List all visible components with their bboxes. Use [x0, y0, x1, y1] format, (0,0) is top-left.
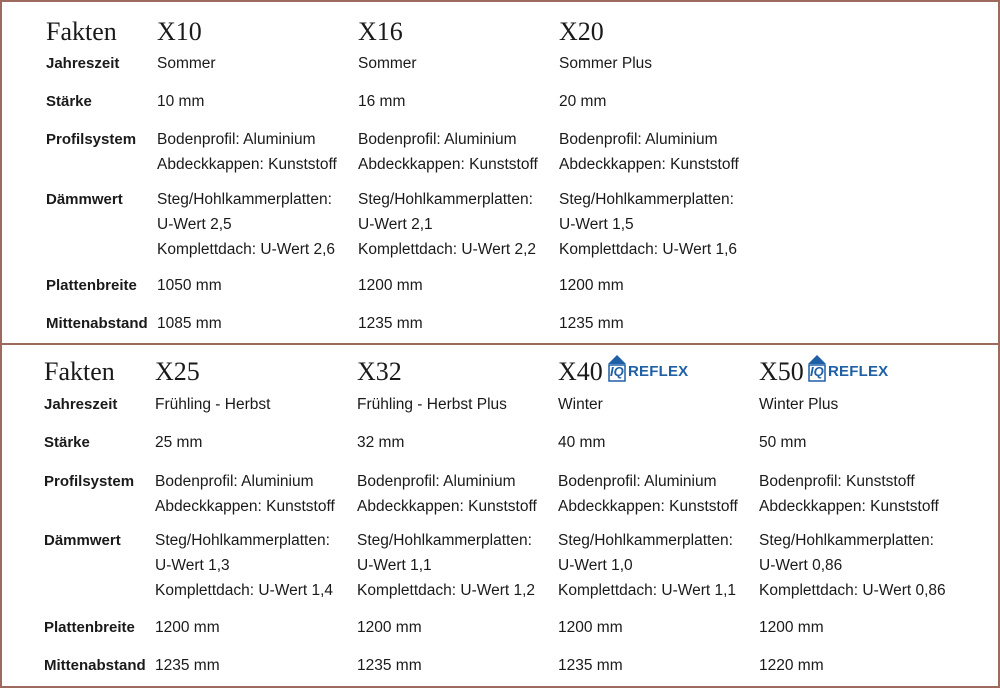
- cell-thickness: 32 mm: [357, 434, 405, 451]
- facts-panel-bottom: [0, 344, 1000, 688]
- cell-width: 1200 mm: [358, 277, 423, 294]
- cell-season: Frühling - Herbst Plus: [357, 396, 507, 413]
- product-name-x40: X40: [558, 357, 603, 386]
- cell-line: U-Wert 2,1: [358, 216, 433, 233]
- cell-width: 1200 mm: [759, 619, 824, 636]
- cell-thickness: 20 mm: [559, 93, 607, 110]
- product-name-x20: X20: [559, 17, 604, 46]
- cell-line: Steg/Hohlkammerplatten:: [558, 532, 733, 549]
- cell-line: Steg/Hohlkammerplatten:: [155, 532, 330, 549]
- cell-line: Abdeckkappen: Kunststoff: [358, 156, 538, 173]
- cell-thickness: 50 mm: [759, 434, 807, 451]
- cell-line: Bodenprofil: Aluminium: [559, 131, 718, 148]
- cell-line: Steg/Hohlkammerplatten:: [559, 191, 734, 208]
- cell-width: 1200 mm: [357, 619, 422, 636]
- cell-line: Steg/Hohlkammerplatten:: [358, 191, 533, 208]
- cell-season: Winter Plus: [759, 396, 839, 413]
- row-label-spacing: Mittenabstand: [44, 657, 146, 674]
- cell-line: Abdeckkappen: Kunststoff: [155, 498, 335, 515]
- cell-insulation: [559, 187, 737, 262]
- cell-line: Komplettdach: U-Wert 1,4: [155, 582, 334, 599]
- cell-line: Komplettdach: U-Wert 1,1: [558, 582, 737, 599]
- logo-prefix: IQ: [610, 364, 624, 379]
- cell-width: 1200 mm: [559, 277, 624, 294]
- row-label-width: Plattenbreite: [44, 619, 135, 636]
- cell-width: 1200 mm: [155, 619, 220, 636]
- row-label-thickness: Stärke: [44, 434, 90, 451]
- cell-line: U-Wert 1,3: [155, 557, 230, 574]
- row-label-profile: Profilsystem: [46, 131, 137, 148]
- cell-line: Bodenprofil: Kunststoff: [759, 473, 915, 490]
- iq-reflex-logo: [806, 354, 889, 382]
- cell-line: Abdeckkappen: Kunststoff: [558, 498, 738, 515]
- cell-insulation: [357, 528, 535, 603]
- cell-line: Abdeckkappen: Kunststoff: [759, 498, 939, 515]
- cell-spacing: 1235 mm: [358, 315, 423, 332]
- cell-line: Abdeckkappen: Kunststoff: [357, 498, 537, 515]
- cell-line: Komplettdach: U-Wert 1,2: [357, 582, 536, 599]
- cell-line: Bodenprofil: Aluminium: [157, 131, 316, 148]
- row-label-profile: Profilsystem: [44, 473, 135, 490]
- row-label-spacing: Mittenabstand: [46, 315, 148, 332]
- cell-insulation: [155, 528, 333, 603]
- cell-width: 1200 mm: [558, 619, 623, 636]
- cell-width: 1050 mm: [157, 277, 222, 294]
- row-label-season: Jahreszeit: [46, 55, 120, 72]
- cell-thickness: 16 mm: [358, 93, 406, 110]
- product-name-x50: X50: [759, 357, 804, 386]
- cell-profile: [358, 127, 538, 177]
- cell-line: U-Wert 2,5: [157, 216, 232, 233]
- cell-insulation: [759, 528, 946, 603]
- product-name-x32: X32: [357, 357, 402, 386]
- cell-line: Bodenprofil: Aluminium: [357, 473, 516, 490]
- row-label-insulation: Dämmwert: [46, 191, 123, 208]
- row-label-thickness: Stärke: [46, 93, 92, 110]
- cell-line: Komplettdach: U-Wert 2,6: [157, 241, 336, 258]
- cell-line: Komplettdach: U-Wert 2,2: [358, 241, 537, 258]
- cell-line: Bodenprofil: Aluminium: [358, 131, 517, 148]
- row-label-width: Plattenbreite: [46, 277, 137, 294]
- facts-heading: Fakten: [44, 357, 115, 386]
- cell-spacing: 1235 mm: [155, 657, 220, 674]
- cell-line: U-Wert 1,5: [559, 216, 634, 233]
- cell-spacing: 1235 mm: [357, 657, 422, 674]
- product-name-x10: X10: [157, 17, 202, 46]
- cell-spacing: 1085 mm: [157, 315, 222, 332]
- cell-line: U-Wert 1,0: [558, 557, 633, 574]
- cell-insulation: [157, 187, 335, 262]
- cell-line: Bodenprofil: Aluminium: [155, 473, 314, 490]
- cell-profile: [559, 127, 739, 177]
- facts-heading: Fakten: [46, 17, 117, 46]
- row-label-season: Jahreszeit: [44, 396, 118, 413]
- logo-suffix: REFLEX: [628, 363, 689, 380]
- cell-line: Steg/Hohlkammerplatten:: [357, 532, 532, 549]
- cell-profile: [155, 469, 335, 519]
- cell-spacing: 1220 mm: [759, 657, 824, 674]
- cell-season: Winter: [558, 396, 603, 413]
- cell-thickness: 40 mm: [558, 434, 606, 451]
- product-name-x16: X16: [358, 17, 403, 46]
- cell-line: Bodenprofil: Aluminium: [558, 473, 717, 490]
- cell-line: Steg/Hohlkammerplatten:: [157, 191, 332, 208]
- cell-line: Komplettdach: U-Wert 1,6: [559, 241, 738, 258]
- cell-line: Abdeckkappen: Kunststoff: [559, 156, 739, 173]
- row-label-insulation: Dämmwert: [44, 532, 121, 549]
- cell-profile: [759, 469, 939, 519]
- cell-profile: [157, 127, 337, 177]
- cell-line: Abdeckkappen: Kunststoff: [157, 156, 337, 173]
- cell-spacing: 1235 mm: [558, 657, 623, 674]
- logo-prefix: IQ: [810, 364, 824, 379]
- cell-thickness: 10 mm: [157, 93, 205, 110]
- cell-insulation: [558, 528, 736, 603]
- cell-season: Sommer: [157, 55, 216, 72]
- cell-line: Steg/Hohlkammerplatten:: [759, 532, 934, 549]
- cell-season: Sommer: [358, 55, 417, 72]
- logo-suffix: REFLEX: [828, 363, 889, 380]
- cell-profile: [558, 469, 738, 519]
- cell-insulation: [358, 187, 536, 262]
- iq-reflex-logo: [606, 354, 689, 382]
- product-name-x25: X25: [155, 357, 200, 386]
- cell-spacing: 1235 mm: [559, 315, 624, 332]
- cell-season: Frühling - Herbst: [155, 396, 271, 413]
- cell-season: Sommer Plus: [559, 55, 653, 72]
- cell-line: Komplettdach: U-Wert 0,86: [759, 582, 946, 599]
- cell-line: U-Wert 0,86: [759, 557, 843, 574]
- cell-profile: [357, 469, 537, 519]
- cell-thickness: 25 mm: [155, 434, 203, 451]
- cell-line: U-Wert 1,1: [357, 557, 432, 574]
